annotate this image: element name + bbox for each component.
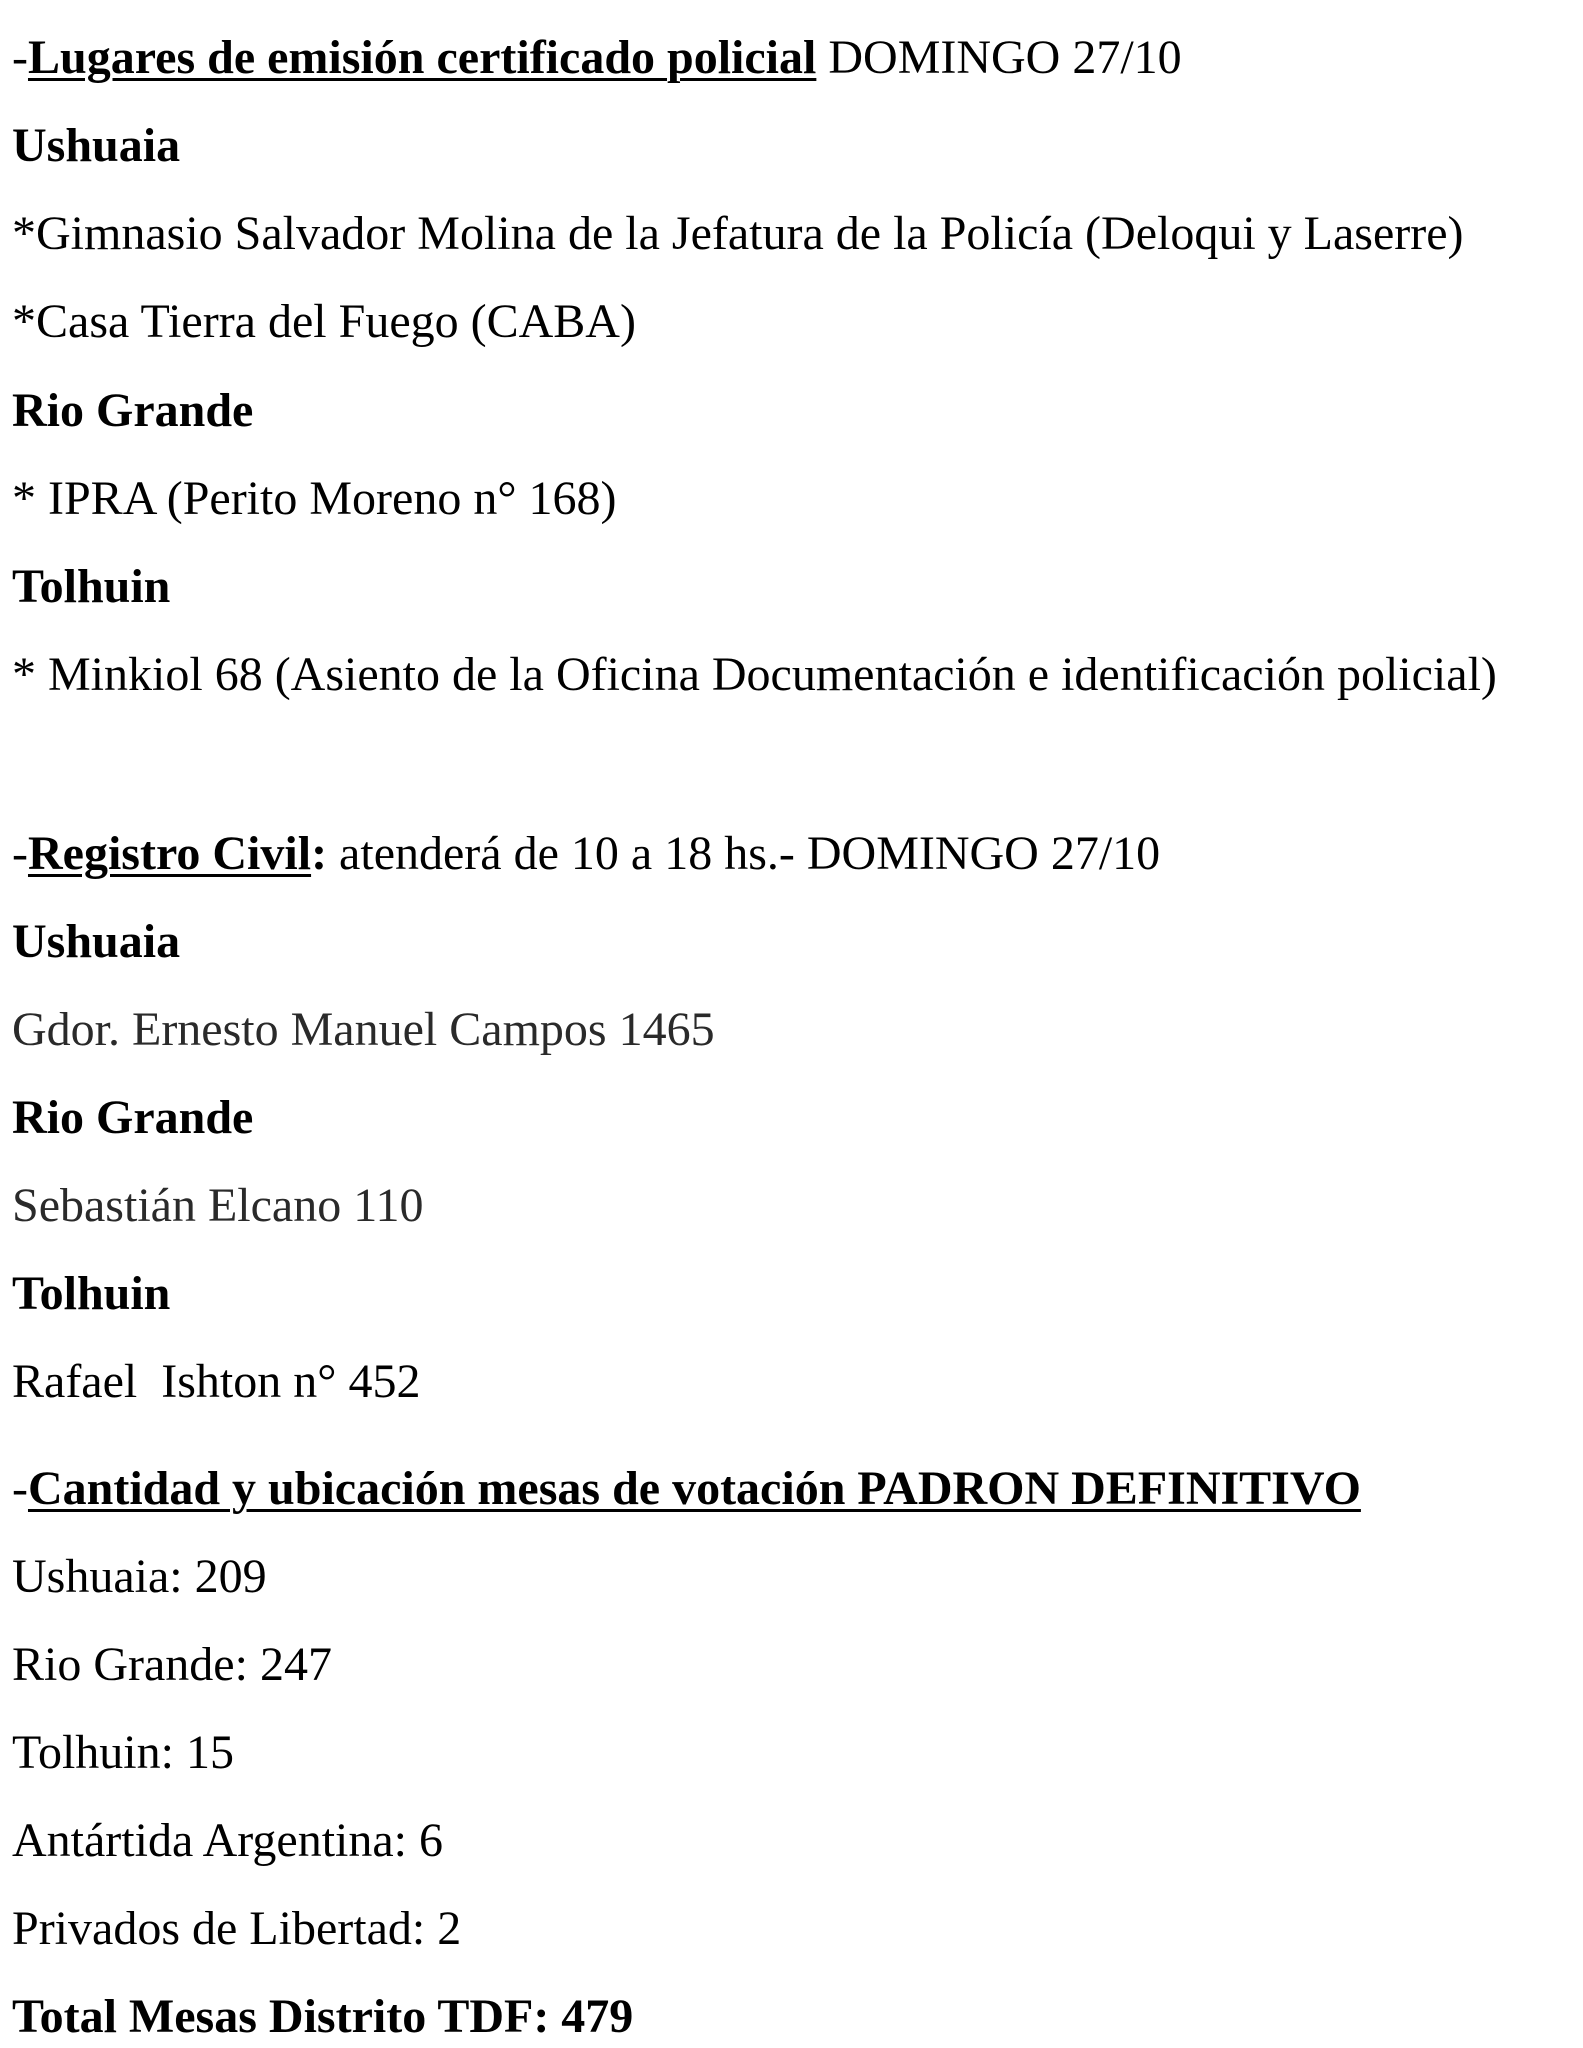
- police-ushuaia-item-2: *Casa Tierra del Fuego (CABA): [12, 295, 636, 348]
- registro-tolhuin-address: Rafael Ishton n° 452: [12, 1355, 421, 1408]
- registro-ushuaia-address: Gdor. Ernesto Manuel Campos 1465: [12, 1003, 715, 1056]
- mesas-antartida: Antártida Argentina: 6: [12, 1814, 444, 1867]
- registro-tolhuin-label: Tolhuin: [12, 1267, 171, 1320]
- mesas-heading: [12, 1461, 1361, 1517]
- registro-heading-dash: -: [12, 827, 28, 880]
- police-heading-title: Lugares de emisión certificado policial: [27, 31, 817, 84]
- mesas-tolhuin: Tolhuin: 15: [12, 1726, 234, 1779]
- police-heading: [12, 30, 1182, 86]
- registro-heading-title: Registro Civil: [27, 827, 312, 880]
- police-ushuaia-item-1: *Gimnasio Salvador Molina de la Jefatura de la Policía (Deloqui y Laserre): [12, 207, 1464, 260]
- registro-ushuaia-label: Ushuaia: [12, 915, 181, 968]
- mesas-ushuaia: Ushuaia: 209: [12, 1550, 267, 1603]
- police-tolhuin-label: Tolhuin: [12, 560, 171, 613]
- police-tolhuin-item-1: * Minkiol 68 (Asiento de la Oficina Documentación e identificación policial): [12, 648, 1497, 701]
- registro-heading-colon: :: [311, 827, 328, 880]
- registro-riogrande-label: Rio Grande: [12, 1091, 254, 1144]
- police-riogrande-item-1: * IPRA (Perito Moreno n° 168): [12, 472, 617, 525]
- mesas-heading-title: Cantidad y ubicación mesas de votación PADRON DEFINITIVO: [27, 1462, 1361, 1515]
- mesas-privados: Privados de Libertad: 2: [12, 1902, 462, 1955]
- registro-riogrande-address: Sebastián Elcano 110: [12, 1179, 424, 1232]
- mesas-riogrande: Rio Grande: 247: [12, 1638, 332, 1691]
- registro-heading: [12, 826, 1160, 882]
- registro-heading-rest: atenderá de 10 a 18 hs.- DOMINGO 27/10: [327, 827, 1161, 880]
- mesas-total: Total Mesas Distrito TDF: 479: [12, 1990, 634, 2043]
- police-riogrande-label: Rio Grande: [12, 384, 254, 437]
- police-heading-dash: -: [12, 31, 28, 84]
- police-ushuaia-label: Ushuaia: [12, 119, 181, 172]
- mesas-heading-dash: -: [12, 1462, 28, 1515]
- police-heading-date: DOMINGO 27/10: [816, 31, 1182, 84]
